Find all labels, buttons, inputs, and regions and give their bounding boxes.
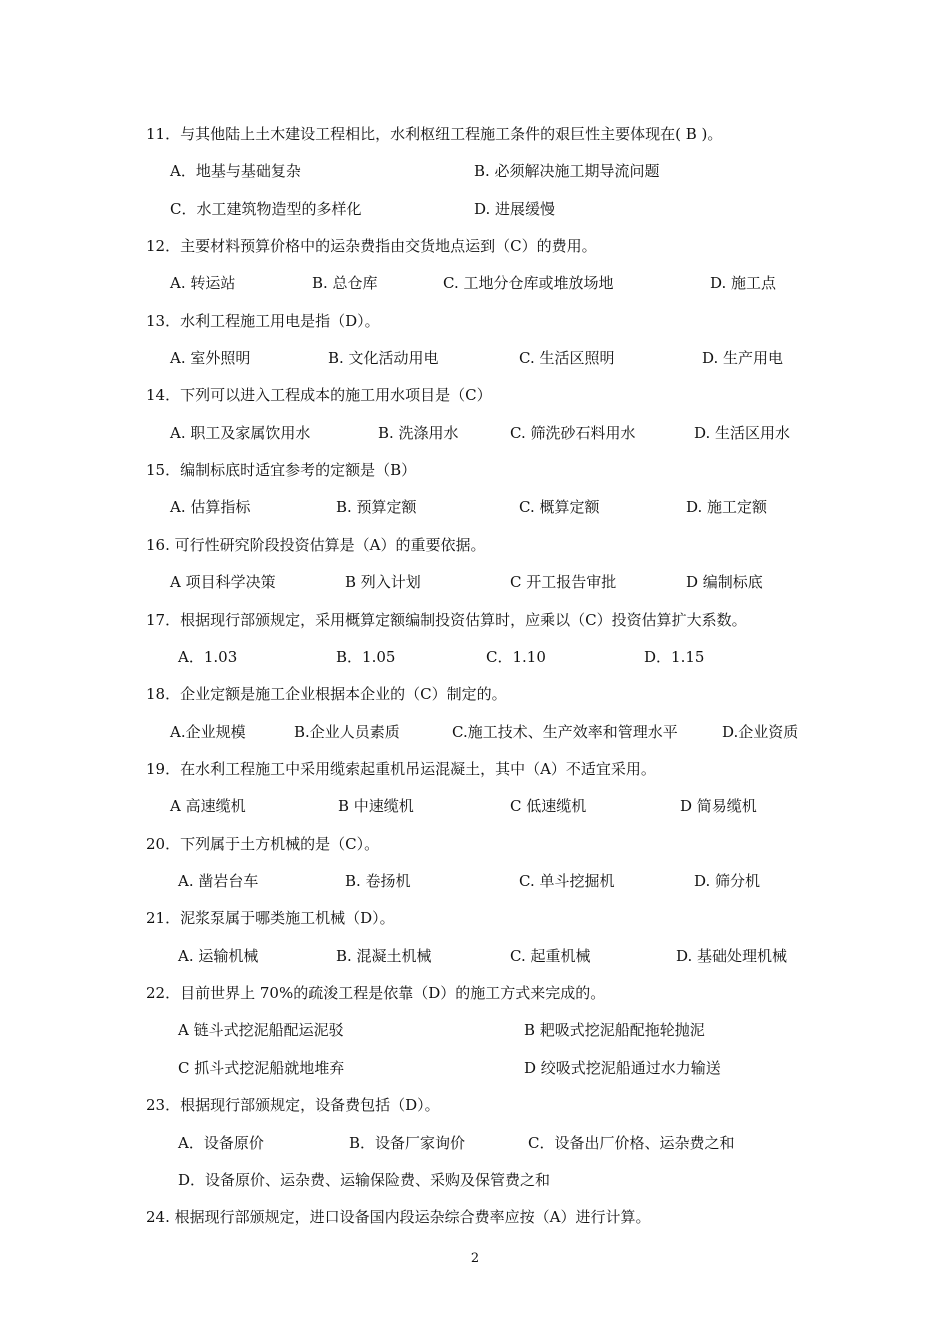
- question-23-options-row-1: [0, 1133, 950, 1153]
- question-15-option-c: C. 概算定额: [519, 498, 600, 516]
- question-11-options-row-1: [0, 161, 950, 181]
- question-12-option-a: A. 转运站: [170, 274, 236, 292]
- question-16-options: [0, 572, 950, 592]
- question-17-option-d: D．1.15: [644, 648, 705, 666]
- question-17-stem: 17．根据现行部颁规定，采用概算定额编制投资估算时，应乘以（C）投资估算扩大系数。: [146, 611, 747, 629]
- question-20-stem: 20．下列属于土方机械的是（C）。: [146, 835, 380, 853]
- question-20-option-c: C. 单斗挖掘机: [519, 872, 615, 890]
- question-21-options: [0, 946, 950, 966]
- question-11-option-d: D. 进展缓慢: [474, 200, 556, 218]
- question-11-option-c: C．水工建筑物造型的多样化: [170, 200, 362, 218]
- question-13-option-b: B. 文化活动用电: [328, 349, 439, 367]
- question-19-option-c: C 低速缆机: [510, 797, 587, 815]
- page-number: 2: [470, 1251, 480, 1266]
- question-24-stem: 24. 根据现行部颁规定，进口设备国内段运杂综合费率应按（A）进行计算。: [146, 1208, 651, 1226]
- question-16-option-d: D 编制标底: [686, 573, 763, 591]
- question-14-option-b: B. 洗涤用水: [378, 424, 459, 442]
- question-21-option-d: D. 基础处理机械: [676, 947, 788, 965]
- question-11-option-a: A．地基与基础复杂: [170, 162, 301, 180]
- question-22-options-row-2: [0, 1058, 950, 1078]
- question-19-option-b: B 中速缆机: [338, 797, 414, 815]
- question-13-options: [0, 348, 950, 368]
- question-12-options: [0, 273, 950, 293]
- question-20-option-b: B. 卷扬机: [345, 872, 411, 890]
- question-17-option-c: C．1.10: [486, 648, 546, 666]
- question-14-option-a: A. 职工及家属饮用水: [170, 424, 311, 442]
- question-17-option-a: A．1.03: [178, 648, 238, 666]
- question-18-option-c: C.施工技术、生产效率和管理水平: [452, 723, 678, 741]
- question-16-option-c: C 开工报告审批: [510, 573, 617, 591]
- question-23-options-row-2: [0, 1170, 950, 1190]
- question-13-option-d: D. 生产用电: [702, 349, 784, 367]
- question-18-options: [0, 722, 950, 742]
- question-12-option-b: B. 总仓库: [312, 274, 378, 292]
- question-12-option-c: C. 工地分仓库或堆放场地: [443, 274, 614, 292]
- question-22-option-b: B 耙吸式挖泥船配拖轮抛泥: [524, 1021, 705, 1039]
- question-19-options: [0, 796, 950, 816]
- question-23-option-a: A．设备原价: [178, 1134, 264, 1152]
- question-18-option-a: A.企业规模: [170, 723, 246, 741]
- question-23-stem: 23．根据现行部颁规定，设备费包括（D）。: [146, 1096, 440, 1114]
- question-15-option-b: B. 预算定额: [336, 498, 417, 516]
- question-14-options: [0, 423, 950, 443]
- question-21-stem: 21．泥浆泵属于哪类施工机械（D）。: [146, 909, 395, 927]
- question-22-option-a: A 链斗式挖泥船配运泥驳: [178, 1021, 344, 1039]
- question-18-option-b: B.企业人员素质: [294, 723, 400, 741]
- question-17-option-b: B．1.05: [336, 648, 396, 666]
- question-22-options-row-1: [0, 1020, 950, 1040]
- question-21-option-b: B. 混凝土机械: [336, 947, 432, 965]
- question-13-option-c: C. 生活区照明: [519, 349, 615, 367]
- question-18-option-d: D.企业资质: [722, 723, 799, 741]
- question-12-stem: 12．主要材料预算价格中的运杂费指由交货地点运到（C）的费用。: [146, 237, 597, 255]
- question-13-stem: 13．水利工程施工用电是指（D）。: [146, 312, 380, 330]
- question-20-option-d: D. 筛分机: [694, 872, 761, 890]
- question-11-option-b: B. 必须解决施工期导流问题: [474, 162, 660, 180]
- question-16-option-a: A 项目科学决策: [170, 573, 276, 591]
- question-16-stem: 16. 可行性研究阶段投资估算是（A）的重要依据。: [146, 536, 486, 554]
- question-15-option-a: A. 估算指标: [170, 498, 251, 516]
- question-11-options-row-2: [0, 199, 950, 219]
- question-15-stem: 15．编制标底时适宜参考的定额是（B）: [146, 461, 417, 479]
- question-12-option-d: D. 施工点: [710, 274, 777, 292]
- question-20-options: [0, 871, 950, 891]
- question-22-option-d: D 绞吸式挖泥船通过水力输送: [524, 1059, 721, 1077]
- question-21-option-a: A. 运输机械: [178, 947, 259, 965]
- question-23-option-b: B．设备厂家询价: [349, 1134, 466, 1152]
- question-19-stem: 19．在水利工程施工中采用缆索起重机吊运混凝土，其中（A）不适宜采用。: [146, 760, 656, 778]
- question-21-option-c: C. 起重机械: [510, 947, 591, 965]
- question-22-option-c: C 抓斗式挖泥船就地堆弃: [178, 1059, 345, 1077]
- question-19-option-a: A 高速缆机: [170, 797, 246, 815]
- question-17-options: [0, 647, 950, 667]
- question-18-stem: 18．企业定额是施工企业根据本企业的（C）制定的。: [146, 685, 507, 703]
- question-16-option-b: B 列入计划: [345, 573, 421, 591]
- question-23-option-d: D．设备原价、运杂费、运输保险费、采购及保管费之和: [178, 1171, 551, 1189]
- question-20-option-a: A. 凿岩台车: [178, 872, 259, 890]
- question-15-option-d: D. 施工定额: [686, 498, 768, 516]
- question-11-stem: 11．与其他陆上土木建设工程相比，水利枢纽工程施工条件的艰巨性主要体现在( B )。: [146, 125, 723, 143]
- question-19-option-d: D 简易缆机: [680, 797, 757, 815]
- question-23-option-c: C．设备出厂价格、运杂费之和: [528, 1134, 735, 1152]
- question-13-option-a: A. 室外照明: [170, 349, 251, 367]
- question-14-stem: 14．下列可以进入工程成本的施工用水项目是（C）: [146, 386, 492, 404]
- question-14-option-c: C. 筛洗砂石料用水: [510, 424, 636, 442]
- question-22-stem: 22．目前世界上 70%的疏浚工程是依靠（D）的施工方式来完成的。: [146, 984, 606, 1002]
- question-15-options: [0, 497, 950, 517]
- question-14-option-d: D. 生活区用水: [694, 424, 791, 442]
